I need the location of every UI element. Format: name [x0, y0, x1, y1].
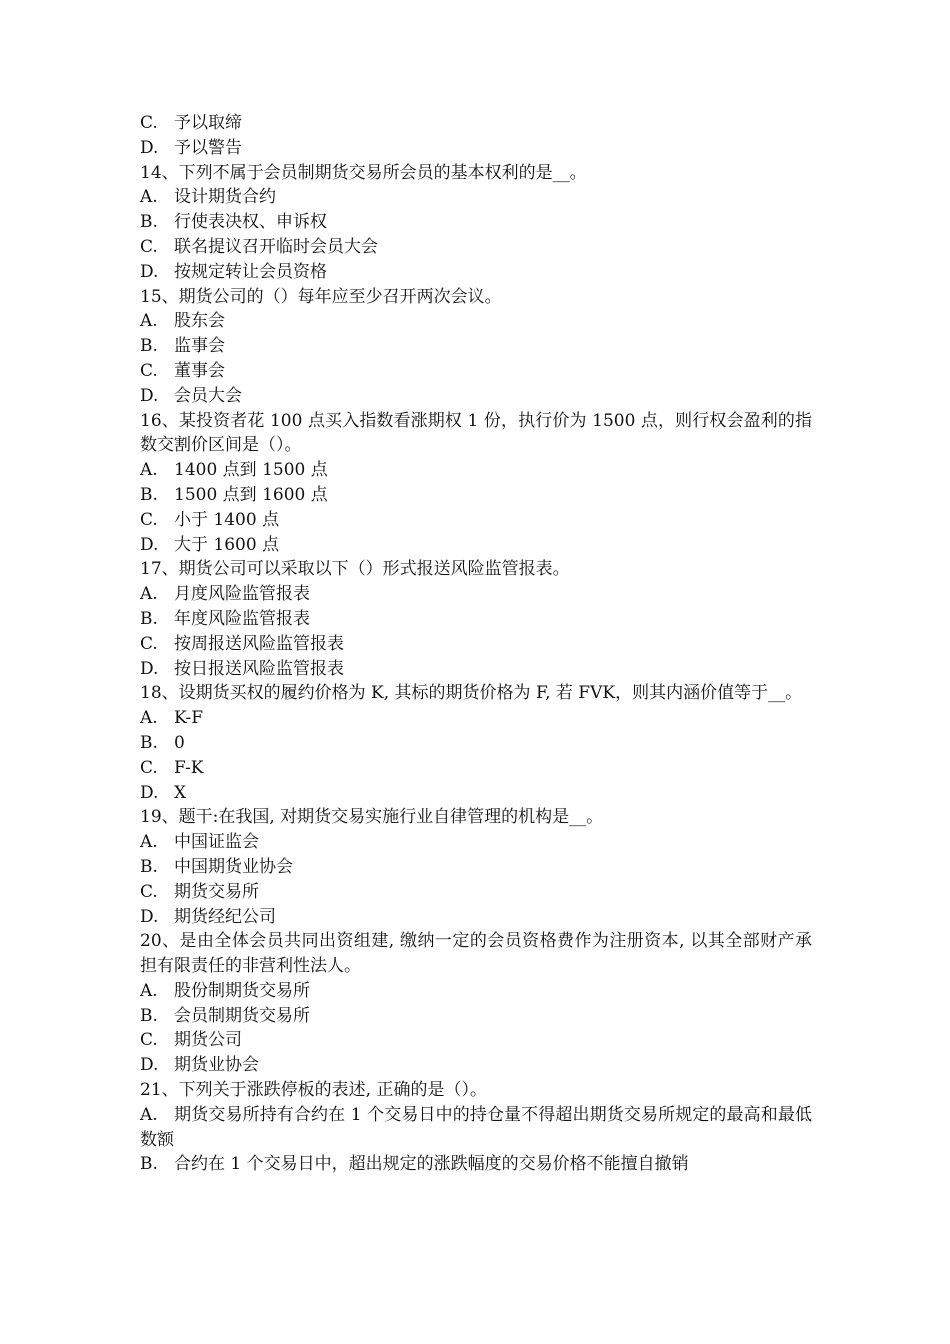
option-text: 会员大会	[174, 385, 242, 406]
option-text: 按规定转让会员资格	[174, 261, 327, 282]
answer-option	[140, 905, 812, 930]
option-text: 行使表决权、申诉权	[174, 212, 327, 233]
answer-option	[140, 136, 812, 161]
answer-option	[140, 185, 812, 210]
option-letter: C.	[140, 881, 158, 902]
option-text: F-K	[174, 757, 204, 778]
option-text: 按日报送风险监管报表	[174, 658, 344, 679]
option-text: 董事会	[174, 360, 225, 381]
question-stem: 20、是由全体会员共同出资组建, 缴纳一定的会员资格费作为注册资本, 以其全部财产承担有限责任的非营利性法人。	[140, 931, 812, 977]
option-text: 中国期货业协会	[174, 856, 293, 877]
option-text: 大于 1600 点	[174, 534, 280, 555]
answer-option	[140, 483, 812, 508]
option-letter: B.	[140, 1005, 158, 1026]
answer-option	[140, 632, 812, 657]
option-letter: D.	[140, 906, 159, 927]
answer-option	[140, 384, 812, 409]
question-stem: 14、下列不属于会员制期货交易所会员的基本权利的是__。	[140, 162, 587, 183]
question-stem: 17、期货公司可以采取以下（）形式报送风险监管报表。	[140, 559, 570, 580]
option-text: 予以警告	[174, 137, 242, 158]
answer-option	[140, 582, 812, 607]
answer-option	[140, 1004, 812, 1029]
answer-option	[140, 880, 812, 905]
answer-option	[140, 830, 812, 855]
option-text: 期货经纪公司	[174, 906, 276, 927]
answer-option	[140, 111, 812, 136]
answer-option	[140, 508, 812, 533]
answer-option	[140, 706, 812, 731]
option-text: 会员制期货交易所	[174, 1005, 310, 1026]
option-letter: C.	[140, 757, 158, 778]
option-text: 股东会	[174, 311, 225, 332]
option-letter: D.	[140, 385, 159, 406]
option-letter: D.	[140, 534, 159, 555]
option-text: 按周报送风险监管报表	[174, 633, 344, 654]
option-letter: B.	[140, 1154, 158, 1175]
option-text: 期货交易所持有合约在 1 个交易日中的持仓量不得超出期货交易所规定的最高和最低数额	[140, 1104, 812, 1150]
answer-option	[140, 210, 812, 235]
option-letter: B.	[140, 608, 158, 629]
option-letter: D.	[140, 261, 159, 282]
option-text: 设计期货合约	[174, 187, 276, 208]
answer-option	[140, 260, 812, 285]
option-text: 0	[174, 732, 185, 753]
option-letter: A.	[140, 980, 158, 1001]
option-letter: A.	[140, 460, 158, 481]
option-text: 予以取缔	[174, 113, 242, 133]
question-stem: 15、期货公司的（）每年应至少召开两次会议。	[140, 286, 502, 307]
answer-option	[140, 731, 812, 756]
option-letter: C.	[140, 236, 158, 257]
option-text: K-F	[174, 708, 204, 729]
option-letter: B.	[140, 212, 158, 233]
option-letter: D.	[140, 1055, 159, 1076]
answer-option	[140, 235, 812, 260]
option-text: 期货交易所	[174, 881, 259, 902]
option-letter: A.	[140, 832, 158, 853]
answer-option	[140, 334, 812, 359]
option-text: 月度风险监管报表	[174, 584, 310, 605]
option-letter: B.	[140, 856, 158, 877]
option-letter: B.	[140, 732, 158, 753]
option-letter: D.	[140, 782, 159, 803]
option-letter: C.	[140, 633, 158, 654]
option-text: 1500 点到 1600 点	[174, 484, 328, 505]
answer-option	[140, 781, 812, 806]
option-text: 1400 点到 1500 点	[174, 460, 328, 481]
option-text: X	[174, 782, 187, 803]
option-letter: D.	[140, 137, 159, 158]
option-letter: A.	[140, 584, 158, 605]
answer-option	[140, 657, 812, 682]
option-letter: C.	[140, 113, 158, 133]
option-letter: A.	[140, 311, 158, 332]
option-letter: A.	[140, 187, 158, 208]
answer-option	[140, 979, 812, 1004]
option-letter: C.	[140, 509, 158, 530]
answer-option	[140, 1152, 812, 1177]
question-stem: 18、设期货买权的履约价格为 K, 其标的期货价格为 F, 若 FVK，则其内涵价值等于__。	[140, 683, 803, 704]
answer-option	[140, 607, 812, 632]
answer-option	[140, 359, 812, 384]
option-letter: D.	[140, 658, 159, 679]
answer-option	[140, 533, 812, 558]
option-text: 监事会	[174, 336, 225, 357]
option-letter: B.	[140, 484, 158, 505]
option-text: 联名提议召开临时会员大会	[174, 236, 378, 257]
option-text: 中国证监会	[174, 832, 259, 853]
answer-option	[140, 309, 812, 334]
option-letter: A.	[140, 1104, 158, 1125]
answer-option	[140, 1103, 812, 1153]
answer-option	[140, 756, 812, 781]
answer-option	[140, 855, 812, 880]
option-letter: A.	[140, 708, 158, 729]
question-stem: 21、下列关于涨跌停板的表述, 正确的是（）。	[140, 1080, 487, 1101]
option-text: 合约在 1 个交易日中，超出规定的涨跌幅度的交易价格不能擅自撤销	[174, 1154, 689, 1175]
answer-option	[140, 1053, 812, 1078]
option-text: 小于 1400 点	[174, 509, 280, 530]
answer-option	[140, 1028, 812, 1053]
option-text: 股份制期货交易所	[174, 980, 310, 1001]
exam-question-list	[140, 111, 812, 1177]
option-letter: C.	[140, 360, 158, 381]
question-stem: 19、题干:在我国, 对期货交易实施行业自律管理的机构是__。	[140, 807, 604, 828]
option-text: 年度风险监管报表	[174, 608, 310, 629]
answer-option	[140, 458, 812, 483]
option-letter: B.	[140, 336, 158, 357]
question-stem: 16、某投资者花 100 点买入指数看涨期权 1 份，执行价为 1500 点，则行权会盈利的指数交割价区间是（）。	[140, 410, 812, 456]
option-letter: C.	[140, 1030, 158, 1051]
option-text: 期货业协会	[174, 1055, 259, 1076]
option-text: 期货公司	[174, 1030, 242, 1051]
